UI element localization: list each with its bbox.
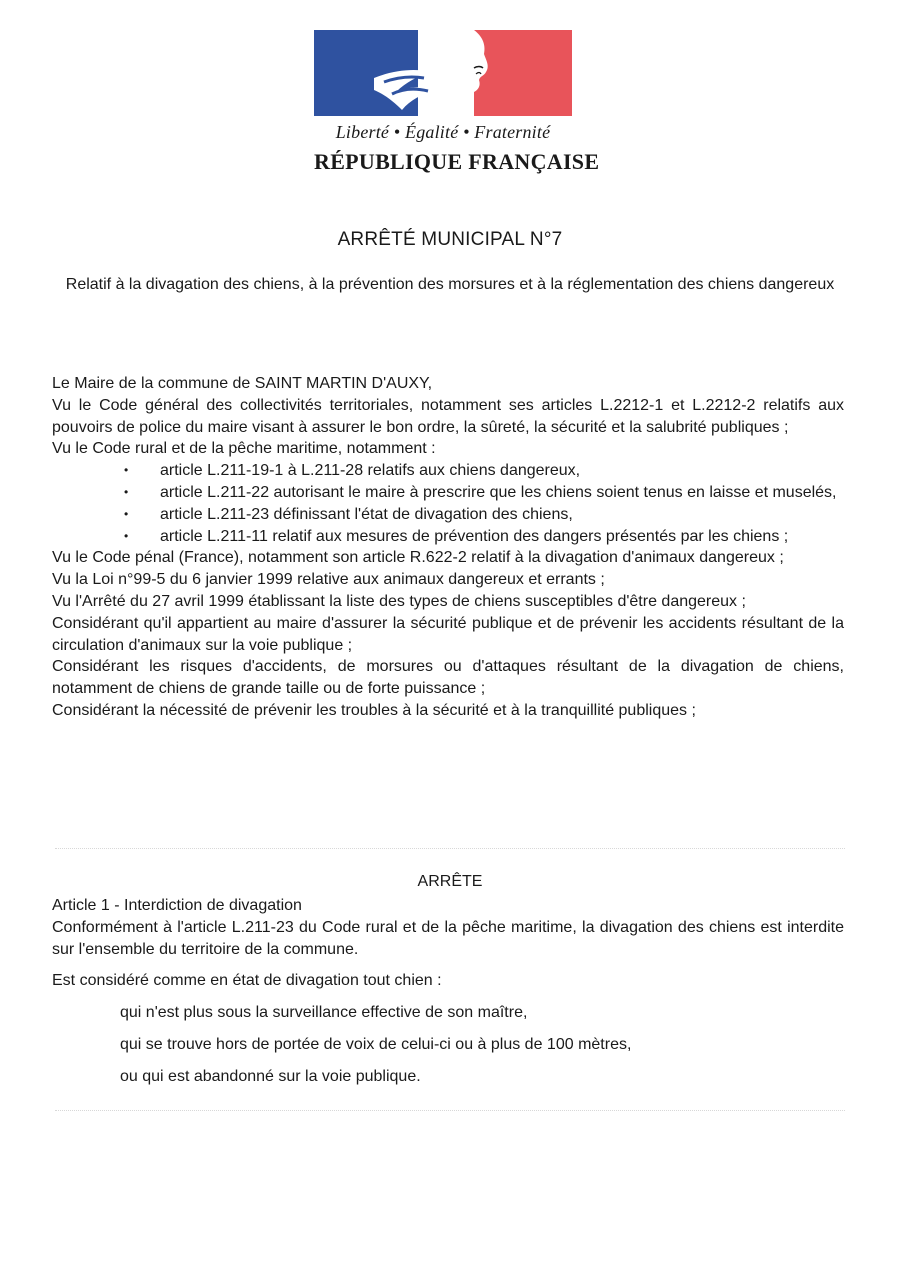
- article-1-condition: ou qui est abandonné sur la voie publique.: [120, 1068, 421, 1086]
- preamble-rural-code: Vu le Code rural et de la pêche maritime, notamment :: [52, 440, 436, 458]
- section-divider: [55, 848, 845, 849]
- preamble-considerant-3: Considérant la nécessité de prévenir les troubles à la sécurité et à la tranquillité publiques ;: [52, 701, 696, 719]
- preamble-penal-code: Vu le Code pénal (France), notamment son article R.622-2 relatif à la divagation d'animaux dangereux ;: [52, 549, 784, 567]
- article-1: [52, 895, 844, 1088]
- section-divider: [55, 1110, 845, 1111]
- article-1-condition: qui n'est plus sous la surveillance effective de son maître,: [120, 1004, 528, 1022]
- bullet-icon: •: [124, 484, 129, 499]
- republique-francaise-logo: [314, 30, 600, 175]
- bullet-icon: •: [124, 506, 129, 521]
- list-item: • article L.211-22 autorisant le maire à prescrire que les chiens soient tenus en laisse et muselés,: [52, 482, 844, 504]
- preamble: [52, 373, 844, 722]
- preamble-decree: Vu l'Arrêté du 27 avril 1999 établissant la liste des types de chiens susceptibles d'être dangereux ;: [52, 592, 746, 610]
- list-item: • article L.211-23 définissant l'état de divagation des chiens,: [52, 504, 844, 526]
- preamble-considerant-2: Considérant les risques d'accidents, de morsures ou d'attaques résultant de la divagation de chiens, notamment de chiens de grande taille ou de forte puissance ;: [52, 658, 844, 698]
- preamble-law: Vu la Loi n°99-5 du 6 janvier 1999 relative aux animaux dangereux et errants ;: [52, 571, 605, 589]
- article-1-condition: qui se trouve hors de portée de voix de celui-ci ou à plus de 100 mètres,: [120, 1036, 632, 1054]
- article-1-heading: Article 1 - Interdiction de divagation: [52, 897, 302, 914]
- bullet-icon: •: [124, 463, 129, 478]
- list-item: • article L.211-19-1 à L.211-28 relatifs aux chiens dangereux,: [52, 460, 844, 482]
- page-subtitle: Relatif à la divagation des chiens, à la prévention des morsures et à la réglementation des chiens dangereux: [65, 276, 835, 293]
- rural-articles-list: [52, 460, 844, 547]
- preamble-cgct: Vu le Code général des collectivités territoriales, notamment ses articles L.2212-1 et L.2212-2 relatifs aux pouvoirs de police du maire visant à assurer le bon ordre, la sûreté, la sécurité et la salubrité publiques ;: [52, 396, 844, 436]
- list-item: • article L.211-11 relatif aux mesures de prévention des dangers présentés par les chiens ;: [52, 526, 844, 548]
- article-1-text: Conformément à l'article L.211-23 du Code rural et de la pêche maritime, la divagation des chiens est interdite sur l'ensemble du territoire de la commune.: [52, 918, 844, 958]
- republic-motto: Liberté • Égalité • Fraternité: [335, 122, 551, 142]
- bullet-icon: •: [124, 528, 129, 543]
- republic-name: RÉPUBLIQUE FRANÇAISE: [314, 149, 600, 174]
- preamble-considerant-1: Considérant qu'il appartient au maire d'assurer la sécurité publique et de prévenir les accidents résultant de la circulation d'animaux sur la voie publique ;: [52, 614, 844, 654]
- decision-heading: ARRÊTE: [417, 873, 483, 890]
- marianne-flag-icon: [314, 30, 572, 116]
- article-1-definition: Est considéré comme en état de divagation tout chien :: [52, 972, 442, 990]
- page-title: ARRÊTÉ MUNICIPAL N°7: [337, 229, 563, 250]
- preamble-intro: Le Maire de la commune de SAINT MARTIN D'AUXY,: [52, 375, 433, 392]
